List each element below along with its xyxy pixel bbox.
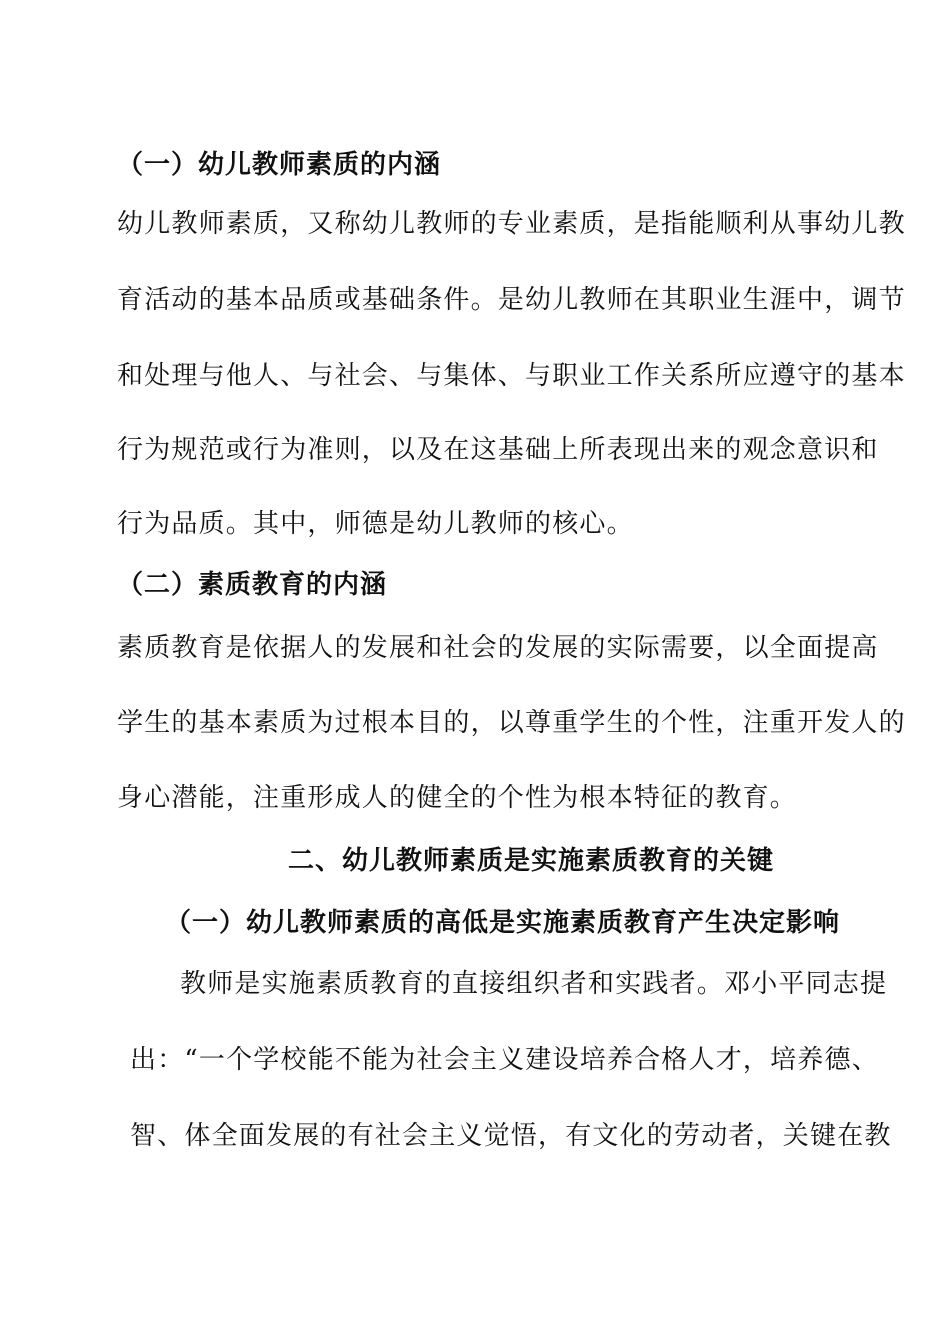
section-heading-connotation-of-teacher-quality: （一）幼儿教师素质的内涵 — [117, 150, 442, 180]
chapter-title: 二、幼儿教师素质是实施素质教育的关键 — [288, 846, 775, 876]
paragraph-line: 幼儿教师素质，又称幼儿教师的专业素质，是指能顺利从事幼儿教 — [117, 209, 906, 239]
paragraph-line: 育活动的基本品质或基础条件。是幼儿教师在其职业生涯中，调节 — [117, 285, 906, 315]
paragraph-line: 和处理与他人、与社会、与集体、与职业工作关系所应遵守的基本 — [117, 361, 906, 391]
paragraph-line: 出：“一个学校能不能为社会主义建设培养合格人才，培养德、 — [130, 1045, 879, 1075]
paragraph-line: 身心潜能，注重形成人的健全的个性为根本特征的教育。 — [117, 783, 798, 813]
subsection-heading: （一）幼儿教师素质的高低是实施素质教育产生决定影响 — [165, 908, 841, 938]
paragraph-line: 素质教育是依据人的发展和社会的发展的实际需要，以全面提高 — [117, 633, 879, 663]
paragraph-line: 学生的基本素质为过根本目的，以尊重学生的个性，注重开发人的 — [117, 708, 906, 738]
paragraph-line: 行为品质。其中，师德是幼儿教师的核心。 — [117, 509, 634, 539]
paragraph-line: 智、体全面发展的有社会主义觉悟，有文化的劳动者，关键在教 — [130, 1121, 892, 1151]
paragraph-line: 行为规范或行为准则，以及在这基础上所表现出来的观念意识和 — [117, 435, 879, 465]
paragraph-line: 教师是实施素质教育的直接组织者和实践者。邓小平同志提 — [180, 969, 888, 999]
section-heading-connotation-of-quality-education: （二）素质教育的内涵 — [117, 570, 388, 600]
